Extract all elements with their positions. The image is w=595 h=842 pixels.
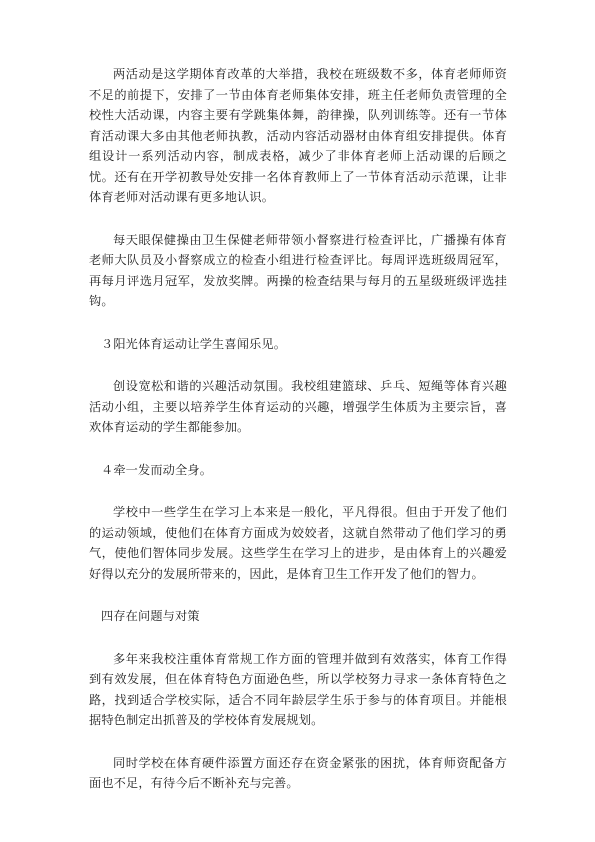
paragraph-student-development: 学校中一些学生在学习上本来是一般化，平凡得很。但由于开发了他们的运动领域，使他们在体育方面成为姣姣者，这就自然带动了他们学习的勇气，使他们智体同步发展。这些学生在学习上的进步，是由体育上的兴趣爱好得以充分的发展所带来的，因此，是体育卫生工作开发了他们的智力。 [89,505,507,581]
paragraph-interest-groups: 创设宽松和谐的兴趣活动氛围。我校组建篮球、乒乓、短绳等体育兴趣活动小组，主要以培养学生体育运动的兴趣，增强学生体质为主要宗旨，喜欢体育运动的学生都能参加。 [89,379,507,434]
paragraph-routine-management: 多年来我校注重体育常规工作方面的管理并做到有效落实，体育工作得到有效发展，但在体育特色方面逊色些，所以学校努力寻求一条体育特色之路，找到适合学校实际，适合不同年龄层学生乐于参与的体育项目。并能根据特色制定出抓普及的学校体育发展规划。 [89,651,507,727]
paragraph-hardware-funding: 同时学校在体育硬件添置方面还存在资金紧张的困扰，体育师资配备方面也不足，有待今后不断补充与完善。 [89,755,507,790]
section-heading-whole-body: ４牵一发而动全身。 [101,462,213,477]
section-heading-problems-countermeasures: 四存在问题与对策 [101,609,200,623]
paragraph-eye-exercises: 每天眼保健操由卫生保健老师带领小督察进行检查评比，广播操有体育老师大队员及小督察成立的检查小组进行检查评比。每周评选班级周冠军，再每月评选月冠军，发放奖牌。两操的检查结果与每月的五星级班级评选挂钩。 [89,232,507,308]
section-heading-sunshine-sports: ３阳光体育运动让学生喜闻乐见。 [101,336,287,351]
document-body [89,64,507,794]
paragraph-two-activities: 两活动是这学期体育改革的大举措，我校在班级数不多，体育老师师资不足的前提下，安排了一节由体育老师集体安排，班主任老师负责管理的全校性大活动课，内容主要有学跳集体舞，韵律操，队列训练等。还有一节体育活动课大多由其他老师执教，活动内容活动器材由体育组安排提供。体育组设计一系列活动内容，制成表格，减少了非体育老师上活动课的后顾之忧。还有在开学初教导处安排一名体育教师上了一节体育活动示范课，让非体育老师对活动课有更多地认识。 [89,67,507,204]
